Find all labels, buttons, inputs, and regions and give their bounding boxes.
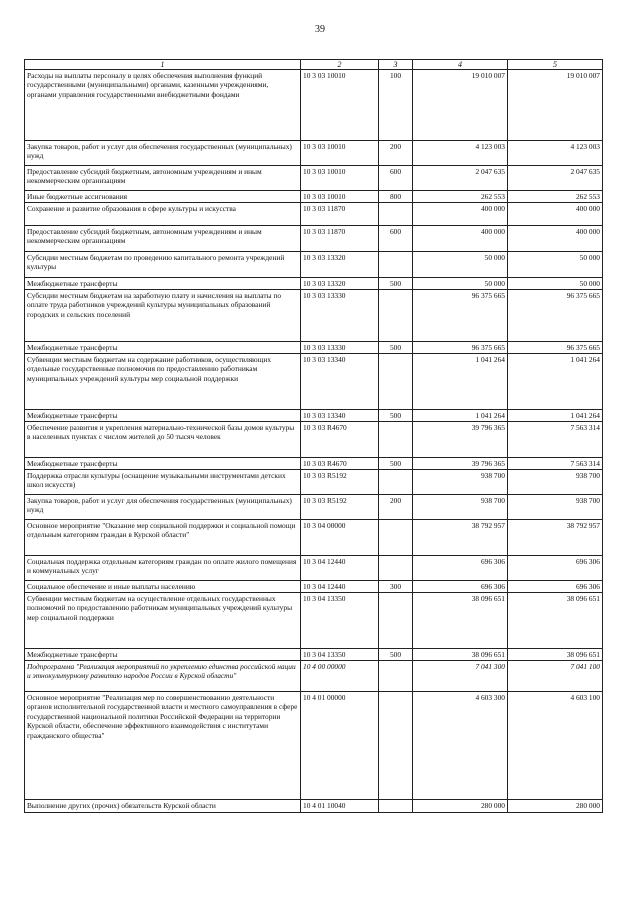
row-name: Межбюджетные трансферты bbox=[25, 410, 301, 422]
row-value-1: 4 123 003 bbox=[413, 141, 508, 166]
row-code: 10 3 03 10010 bbox=[301, 70, 379, 141]
table-row bbox=[25, 166, 603, 191]
row-code: 10 4 00 00000 bbox=[301, 661, 379, 692]
row-type: 500 bbox=[379, 458, 413, 470]
row-code: 10 3 04 12440 bbox=[301, 581, 379, 593]
row-code: 10 3 03 13330 bbox=[301, 290, 379, 342]
row-value-2: 938 700 bbox=[508, 495, 603, 520]
row-name: Межбюджетные трансферты bbox=[25, 649, 301, 661]
row-value-2: 19 010 007 bbox=[508, 70, 603, 141]
row-value-1: 696 306 bbox=[413, 581, 508, 593]
row-value-2: 96 375 665 bbox=[508, 290, 603, 342]
row-name: Предоставление субсидий бюджетным, автономным учреждениям и иным некоммерческим организациям bbox=[25, 166, 301, 191]
table-row bbox=[25, 342, 603, 354]
row-type: 300 bbox=[379, 581, 413, 593]
row-value-2: 4 123 003 bbox=[508, 141, 603, 166]
row-name: Основное мероприятие "Реализация мер по совершенствованию деятельности органов исполнительной государственной власти и местного самоуправления в сфере государственной национальной политики Российской Федерации на территории Курской области, обеспечение эффективного взаимодействия с институтами гражданского общества" bbox=[25, 692, 301, 800]
table-row bbox=[25, 203, 603, 226]
table-row bbox=[25, 422, 603, 458]
row-value-2: 4 603 100 bbox=[508, 692, 603, 800]
row-value-2: 400 000 bbox=[508, 203, 603, 226]
row-value-2: 696 306 bbox=[508, 556, 603, 581]
row-type bbox=[379, 593, 413, 649]
row-code: 10 3 03 11870 bbox=[301, 226, 379, 252]
row-code: 10 3 04 12440 bbox=[301, 556, 379, 581]
row-value-2: 938 700 bbox=[508, 470, 603, 495]
row-value-1: 400 000 bbox=[413, 226, 508, 252]
row-value-2: 96 375 665 bbox=[508, 342, 603, 354]
row-value-2: 38 096 651 bbox=[508, 593, 603, 649]
row-value-1: 50 000 bbox=[413, 278, 508, 290]
column-header: 4 bbox=[413, 60, 508, 70]
row-value-1: 38 096 651 bbox=[413, 593, 508, 649]
row-type bbox=[379, 692, 413, 800]
row-value-1: 4 603 300 bbox=[413, 692, 508, 800]
table-row bbox=[25, 278, 603, 290]
row-name: Иные бюджетные ассигнования bbox=[25, 191, 301, 203]
row-value-2: 1 041 264 bbox=[508, 354, 603, 410]
row-name: Подпрограмма "Реализация мероприятий по укреплению единства российской нации и этнокультурному развитию народов России в Курской области" bbox=[25, 661, 301, 692]
row-name: Поддержка отрасли культуры (оснащение музыкальными инструментами детских школ искусств) bbox=[25, 470, 301, 495]
table-row bbox=[25, 593, 603, 649]
table-row bbox=[25, 581, 603, 593]
row-value-2: 50 000 bbox=[508, 252, 603, 278]
row-code: 10 3 03 13320 bbox=[301, 278, 379, 290]
row-value-2: 7 563 314 bbox=[508, 458, 603, 470]
row-value-1: 19 010 007 bbox=[413, 70, 508, 141]
row-code: 10 3 03 13340 bbox=[301, 354, 379, 410]
row-type bbox=[379, 661, 413, 692]
row-value-2: 7 563 314 bbox=[508, 422, 603, 458]
column-header: 2 bbox=[301, 60, 379, 70]
row-type bbox=[379, 470, 413, 495]
row-type: 500 bbox=[379, 649, 413, 661]
table-header-row bbox=[25, 60, 603, 70]
row-value-1: 38 096 651 bbox=[413, 649, 508, 661]
row-name: Предоставление субсидий бюджетным, автономным учреждениям и иным некоммерческим организациям bbox=[25, 226, 301, 252]
row-value-2: 280 000 bbox=[508, 800, 603, 813]
row-name: Социальное обеспечение и иные выплаты населению bbox=[25, 581, 301, 593]
row-value-2: 262 553 bbox=[508, 191, 603, 203]
row-name: Субвенции местным бюджетам на содержание работников, осуществляющих отдельные государственные полномочия по предоставлению работникам муниципальных учреждений культуры мер социальной поддержки bbox=[25, 354, 301, 410]
table-row bbox=[25, 649, 603, 661]
row-code: 10 3 03 13340 bbox=[301, 410, 379, 422]
row-code: 10 3 03 10010 bbox=[301, 166, 379, 191]
row-value-1: 696 306 bbox=[413, 556, 508, 581]
row-name: Субсидии местным бюджетам по проведению капитального ремонта учреждений культуры bbox=[25, 252, 301, 278]
row-type bbox=[379, 203, 413, 226]
table-row bbox=[25, 458, 603, 470]
row-code: 10 3 04 00000 bbox=[301, 520, 379, 556]
row-value-1: 96 375 665 bbox=[413, 290, 508, 342]
row-value-1: 938 700 bbox=[413, 495, 508, 520]
row-type: 200 bbox=[379, 141, 413, 166]
table-row bbox=[25, 252, 603, 278]
row-code: 10 3 03 R4670 bbox=[301, 458, 379, 470]
row-code: 10 3 03 R5192 bbox=[301, 470, 379, 495]
table-row bbox=[25, 800, 603, 813]
row-type: 600 bbox=[379, 226, 413, 252]
row-code: 10 3 04 13350 bbox=[301, 649, 379, 661]
row-name: Межбюджетные трансферты bbox=[25, 458, 301, 470]
row-code: 10 3 03 10010 bbox=[301, 141, 379, 166]
table-row bbox=[25, 226, 603, 252]
row-name: Выполнение других (прочих) обязательств Курской области bbox=[25, 800, 301, 813]
row-type: 100 bbox=[379, 70, 413, 141]
row-type: 600 bbox=[379, 166, 413, 191]
table-row bbox=[25, 141, 603, 166]
row-name: Сохранение и развитие образования в сфере культуры и искусства bbox=[25, 203, 301, 226]
row-value-2: 2 047 635 bbox=[508, 166, 603, 191]
row-type: 500 bbox=[379, 278, 413, 290]
row-value-1: 938 700 bbox=[413, 470, 508, 495]
table-row bbox=[25, 470, 603, 495]
row-name: Межбюджетные трансферты bbox=[25, 342, 301, 354]
row-value-1: 262 553 bbox=[413, 191, 508, 203]
row-code: 10 3 03 11870 bbox=[301, 203, 379, 226]
table-row bbox=[25, 354, 603, 410]
row-type: 200 bbox=[379, 495, 413, 520]
row-code: 10 4 01 00000 bbox=[301, 692, 379, 800]
row-type: 500 bbox=[379, 342, 413, 354]
row-code: 10 3 03 10010 bbox=[301, 191, 379, 203]
row-value-1: 1 041 264 bbox=[413, 354, 508, 410]
row-name: Социальная поддержка отдельным категориям граждан по оплате жилого помещения и коммунальных услуг bbox=[25, 556, 301, 581]
row-value-2: 1 041 264 bbox=[508, 410, 603, 422]
page-number: 39 bbox=[315, 24, 325, 35]
row-value-1: 39 796 365 bbox=[413, 422, 508, 458]
row-name: Субвенции местным бюджетам на осуществление отдельных государственных полномочий по предоставлению работникам муниципальных учреждений культуры мер социальной поддержки bbox=[25, 593, 301, 649]
row-name: Обеспечение развития и укрепления материально-технической базы домов культуры в населенных пунктах с числом жителей до 50 тысяч человек bbox=[25, 422, 301, 458]
row-type bbox=[379, 422, 413, 458]
row-value-2: 38 096 651 bbox=[508, 649, 603, 661]
row-value-1: 96 375 665 bbox=[413, 342, 508, 354]
row-name: Основное мероприятие "Оказание мер социальной поддержки и социальной помощи отдельным категориям граждан в Курской области" bbox=[25, 520, 301, 556]
table-row bbox=[25, 70, 603, 141]
row-code: 10 3 03 R4670 bbox=[301, 422, 379, 458]
row-value-1: 7 041 300 bbox=[413, 661, 508, 692]
row-type bbox=[379, 556, 413, 581]
table-row bbox=[25, 191, 603, 203]
table-row bbox=[25, 661, 603, 692]
row-code: 10 3 03 13330 bbox=[301, 342, 379, 354]
row-name: Расходы на выплаты персоналу в целях обеспечения выполнения функций государственными (муниципальными) органами, казенными учреждениями, органами управления государственными внебюджетными фондами bbox=[25, 70, 301, 141]
table-row bbox=[25, 410, 603, 422]
row-type bbox=[379, 290, 413, 342]
budget-table bbox=[24, 59, 603, 813]
row-name: Закупка товаров, работ и услуг для обеспечения государственных (муниципальных) нужд bbox=[25, 495, 301, 520]
row-code: 10 3 03 13320 bbox=[301, 252, 379, 278]
row-value-1: 400 000 bbox=[413, 203, 508, 226]
row-code: 10 4 01 10040 bbox=[301, 800, 379, 813]
row-type bbox=[379, 252, 413, 278]
row-value-2: 38 792 957 bbox=[508, 520, 603, 556]
row-value-1: 2 047 635 bbox=[413, 166, 508, 191]
row-value-1: 39 796 365 bbox=[413, 458, 508, 470]
row-value-2: 50 000 bbox=[508, 278, 603, 290]
row-value-1: 280 000 bbox=[413, 800, 508, 813]
table-row bbox=[25, 556, 603, 581]
column-header: 1 bbox=[25, 60, 301, 70]
row-type bbox=[379, 800, 413, 813]
row-type bbox=[379, 354, 413, 410]
table-row bbox=[25, 290, 603, 342]
row-type: 800 bbox=[379, 191, 413, 203]
row-type bbox=[379, 520, 413, 556]
row-value-1: 38 792 957 bbox=[413, 520, 508, 556]
row-code: 10 3 04 13350 bbox=[301, 593, 379, 649]
column-header: 3 bbox=[379, 60, 413, 70]
table-row bbox=[25, 495, 603, 520]
row-value-2: 400 000 bbox=[508, 226, 603, 252]
row-value-2: 696 306 bbox=[508, 581, 603, 593]
column-header: 5 bbox=[508, 60, 603, 70]
row-value-1: 50 000 bbox=[413, 252, 508, 278]
table-row bbox=[25, 692, 603, 800]
table-row bbox=[25, 520, 603, 556]
row-name: Субсидии местным бюджетам на заработную плату и начисления на выплаты по оплате труда работников учреждений культуры муниципальных образований городских и сельских поселений bbox=[25, 290, 301, 342]
row-value-2: 7 041 100 bbox=[508, 661, 603, 692]
row-value-1: 1 041 264 bbox=[413, 410, 508, 422]
row-code: 10 3 03 R5192 bbox=[301, 495, 379, 520]
row-name: Закупка товаров, работ и услуг для обеспечения государственных (муниципальных) нужд bbox=[25, 141, 301, 166]
row-name: Межбюджетные трансферты bbox=[25, 278, 301, 290]
row-type: 500 bbox=[379, 410, 413, 422]
